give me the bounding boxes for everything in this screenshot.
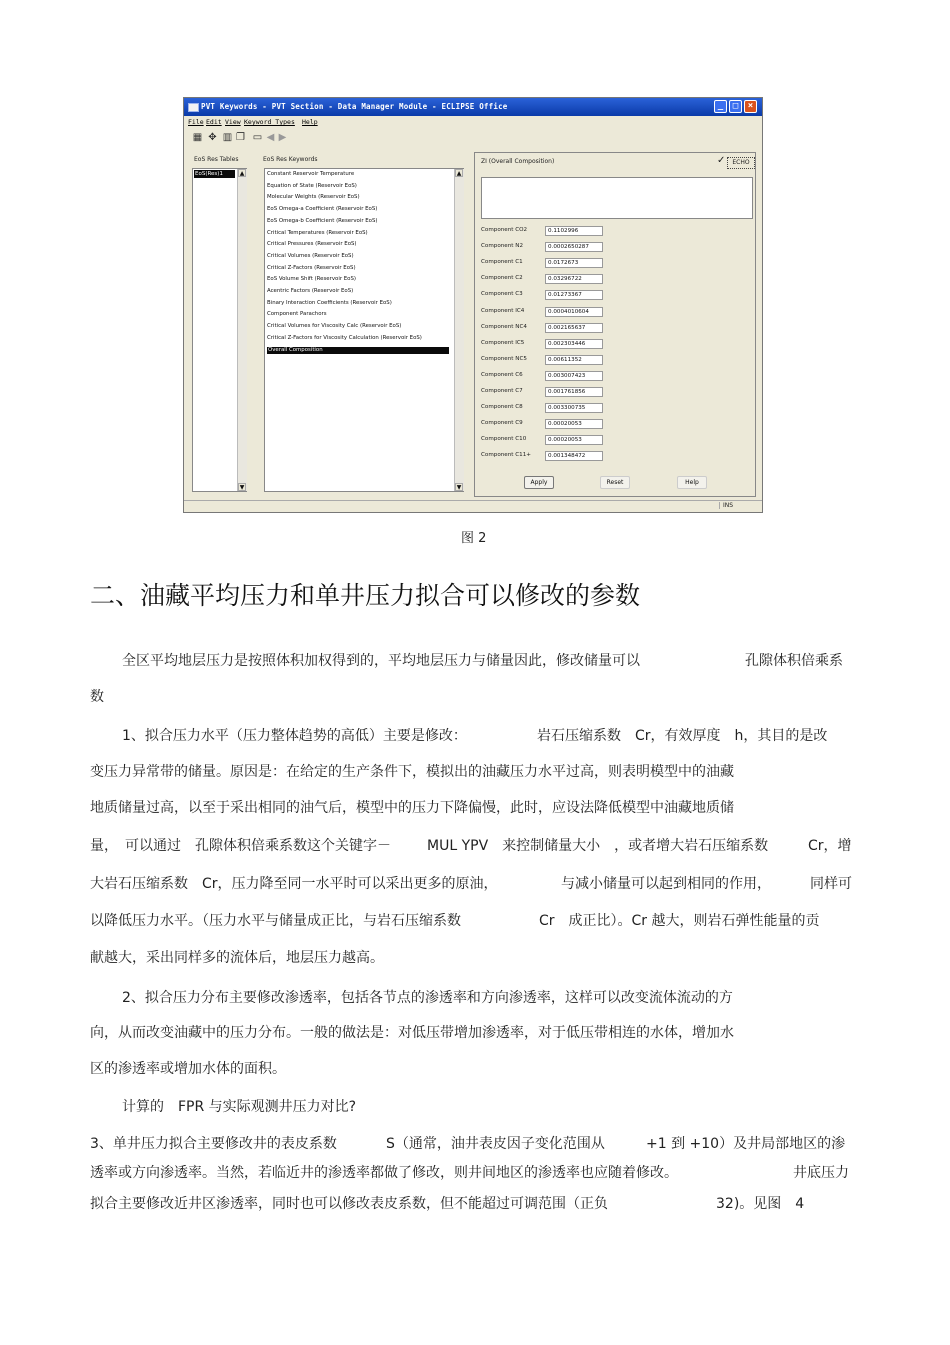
paragraph-line: 数 [90, 689, 104, 705]
scroll-up-icon[interactable]: ▲ [239, 170, 245, 177]
paragraph-line: 2、拟合压力分布主要修改渗透率，包括各节点的渗透率和方向渗透率，这样可以改变流体流动的方 [122, 990, 733, 1006]
keyword-list-item[interactable]: Overall Composition [267, 347, 449, 354]
paragraph-line: Cr，增 [808, 838, 852, 854]
paragraph-line: 献越大，采出同样多的流体后，地层压力越高。 [90, 950, 384, 966]
paragraph-line: 3、单井压力拟合主要修改井的表皮系数 [90, 1136, 337, 1152]
monitor-icon[interactable]: ▭ [252, 132, 263, 143]
component-value-field[interactable]: 0.03296722 [545, 274, 603, 284]
paragraph-line: Cr 成正比）。Cr 越大，则岩石弹性能量的贡 [539, 913, 820, 929]
status-bar [184, 500, 762, 513]
component-label: Component CO2 [481, 227, 528, 233]
app-icon [188, 103, 199, 112]
component-label: Component C10 [481, 436, 527, 443]
eos-res-tables-list[interactable] [192, 168, 247, 492]
component-label: Component C9 [481, 420, 523, 427]
paragraph-line: 1、拟合压力水平（压力整体趋势的高低）主要是修改： [122, 728, 467, 744]
status-ins: INS [719, 502, 733, 509]
menu-bar [184, 117, 762, 128]
component-value-field[interactable]: 0.00611352 [545, 355, 603, 365]
component-label: Component C7 [481, 388, 523, 394]
paragraph-line: 计算的 FPR 与实际观测井压力对比? [122, 1099, 357, 1115]
eclipse-office-window [183, 97, 763, 513]
component-value-field[interactable]: 0.001761856 [545, 387, 603, 397]
reset-button[interactable]: Reset [600, 476, 630, 489]
apply-button[interactable]: Apply [524, 476, 554, 489]
keyword-list-item[interactable]: Critical Z-Factors for Viscosity Calculation (Reservoir EoS) [267, 334, 422, 341]
component-label: Component C6 [481, 371, 523, 378]
scroll-up-icon[interactable]: ▲ [456, 170, 462, 177]
copy-icon[interactable]: ❐ [236, 132, 245, 143]
paragraph-line: 全区平均地层压力是按照体积加权得到的，平均地层压力与储量因此，修改储量可以 [122, 653, 640, 669]
keyword-list-item[interactable]: Critical Z-Factors (Reservoir EoS) [267, 264, 356, 271]
component-label: Component IC4 [481, 307, 525, 314]
grid-icon[interactable]: ▦ [192, 132, 203, 143]
keyword-list-item[interactable]: EoS Omega-b Coefficient (Reservoir EoS) [267, 217, 378, 224]
component-value-field[interactable]: 0.0172673 [545, 258, 603, 268]
keyword-list-item[interactable]: Critical Volumes (Reservoir EoS) [267, 252, 354, 259]
paragraph-line: 岩石压缩系数 Cr，有效厚度 h，其目的是改 [537, 728, 828, 744]
scroll-down-icon[interactable]: ▼ [456, 484, 462, 491]
back-arrow-icon[interactable]: ◀ [266, 132, 275, 143]
checkmark-icon: ✓ [717, 155, 726, 166]
keyword-list-item[interactable]: Acentric Factors (Reservoir EoS) [267, 288, 354, 294]
section-heading: 二、油藏平均压力和单井压力拟合可以修改的参数 [90, 581, 641, 610]
paragraph-line: 32)。见图 4 [716, 1196, 805, 1212]
keyword-list-item[interactable]: Component Parachors [267, 311, 327, 318]
component-value-field[interactable]: 0.0004010604 [545, 307, 603, 317]
component-value-field[interactable]: 0.1102996 [545, 226, 603, 236]
keyword-list-item[interactable]: Critical Volumes for Viscosity Calc (Reservoir EoS) [267, 323, 402, 330]
keyword-list-item[interactable]: Binary Interaction Coefficients (Reservoir EoS) [267, 299, 392, 306]
component-label: Component C11+ [481, 452, 531, 459]
component-value-field[interactable]: 0.003007423 [545, 371, 603, 381]
paragraph-line: S（通常，油井表皮因子变化范围从 [386, 1136, 605, 1152]
component-label: Component N2 [481, 243, 523, 250]
component-value-field[interactable]: 0.001348472 [545, 451, 603, 461]
figure-caption: 图 2 [461, 531, 487, 546]
toolbar [188, 131, 488, 147]
paragraph-line: 区的渗透率或增加水体的面积。 [90, 1061, 286, 1077]
paragraph-line: 地质储量过高，以至于采出相同的油气后，模型中的压力下降偏慢，此时，应设法降低模型中油藏地质储 [90, 800, 734, 816]
component-value-field[interactable]: 0.01273367 [545, 290, 603, 300]
component-label: Component C8 [481, 404, 523, 411]
scroll-down-icon[interactable]: ▼ [239, 484, 245, 491]
forward-arrow-icon[interactable]: ▶ [278, 132, 287, 143]
component-value-field[interactable]: 0.003300735 [545, 403, 603, 413]
menu-help[interactable]: Help [302, 118, 318, 126]
paragraph-line: MUL YPV 来控制储量大小 ，或者增大岩石压缩系数 [427, 838, 769, 854]
eos-res-tables-label: EoS Res Tables [194, 156, 239, 163]
keyword-list-item[interactable]: EoS Omega-a Coefficient (Reservoir EoS) [267, 206, 378, 213]
maximize-icon[interactable]: □ [729, 100, 742, 113]
echo-button[interactable]: ECHO [727, 157, 755, 169]
composition-label: ZI (Overall Composition) [481, 158, 555, 165]
window-titlebar [184, 98, 762, 116]
component-label: Component C1 [481, 259, 523, 266]
eos-res-keywords-list[interactable] [264, 168, 464, 492]
paragraph-line: 向，从而改变油藏中的压力分布。一般的做法是：对低压带增加渗透率，对于低压带相连的水体，增加水 [90, 1025, 734, 1041]
component-value-field[interactable]: 0.00020053 [545, 419, 603, 429]
window-title: PVT Keywords - PVT Section - Data Manager Module - ECLIPSE Office [201, 102, 508, 111]
keyword-list-item[interactable]: Constant Reservoir Temperature [267, 171, 355, 177]
minimize-icon[interactable]: _ [714, 100, 727, 113]
menu-view[interactable]: View [225, 118, 241, 126]
paragraph-line: 孔隙体积倍乘系 [745, 653, 843, 669]
keyword-list-item[interactable]: Molecular Weights (Reservoir EoS) [267, 194, 360, 201]
paragraph-line: 与减小储量可以起到相同的作用， [561, 876, 771, 892]
component-label: Component IC5 [481, 339, 525, 346]
vertical-scrollbar[interactable] [454, 169, 464, 491]
component-value-field[interactable]: 0.002165637 [545, 323, 603, 333]
keyword-list-item[interactable]: EoS Volume Shift (Reservoir EoS) [267, 276, 356, 283]
move-icon[interactable]: ✥ [208, 132, 217, 143]
paragraph-line: 大岩石压缩系数 Cr，压力降至同一水平时可以采出更多的原油， [90, 876, 498, 892]
close-icon[interactable]: × [744, 100, 757, 113]
composition-text-area[interactable] [481, 177, 753, 219]
keyword-list-item[interactable]: Critical Temperatures (Reservoir EoS) [267, 229, 368, 236]
paragraph-line: 同样可 [810, 876, 852, 892]
menu-file[interactable]: File [188, 118, 204, 126]
component-value-field[interactable]: 0.00020053 [545, 435, 603, 445]
keyword-list-item[interactable]: Equation of State (Reservoir EoS) [267, 182, 357, 189]
paragraph-line: 拟合主要修改近井区渗透率，同时也可以修改表皮系数，但不能超过可调范围（正负 [90, 1196, 608, 1212]
component-label: Component C2 [481, 275, 523, 282]
keyword-list-item[interactable]: Critical Pressures (Reservoir EoS) [267, 241, 357, 248]
paragraph-line: 量， 可以通过 孔隙体积倍乘系数这个关键字－ [90, 838, 391, 854]
component-value-field[interactable]: 0.002303446 [545, 339, 603, 349]
help-button[interactable]: Help [677, 476, 707, 489]
vertical-scrollbar[interactable] [237, 169, 247, 491]
menu-edit[interactable]: Edit [206, 118, 222, 126]
component-label: Component C3 [481, 291, 523, 298]
component-value-field[interactable]: 0.0002650287 [545, 242, 603, 252]
eos-res-keywords-label: EoS Res Keywords [263, 156, 318, 163]
paragraph-line: 透率或方向渗透率。当然，若临近井的渗透率都做了修改，则井间地区的渗透率也应随着修改。 [90, 1165, 678, 1181]
list-item[interactable]: EoS(Res)1 [194, 170, 235, 178]
component-label: Component NC4 [481, 323, 527, 330]
component-label: Component NC5 [481, 355, 527, 362]
delete-icon[interactable]: ▥ [222, 132, 233, 143]
paragraph-line: +1 到 +10）及井局部地区的渗 [646, 1136, 846, 1152]
paragraph-line: 变压力异常带的储量。原因是：在给定的生产条件下，模拟出的油藏压力水平过高，则表明模型中的油藏 [90, 764, 734, 780]
menu-keyword-types[interactable]: Keyword Types [244, 118, 295, 126]
paragraph-line: 以降低压力水平。（压力水平与储量成正比，与岩石压缩系数 [90, 913, 461, 929]
paragraph-line: 井底压力 [793, 1165, 849, 1181]
